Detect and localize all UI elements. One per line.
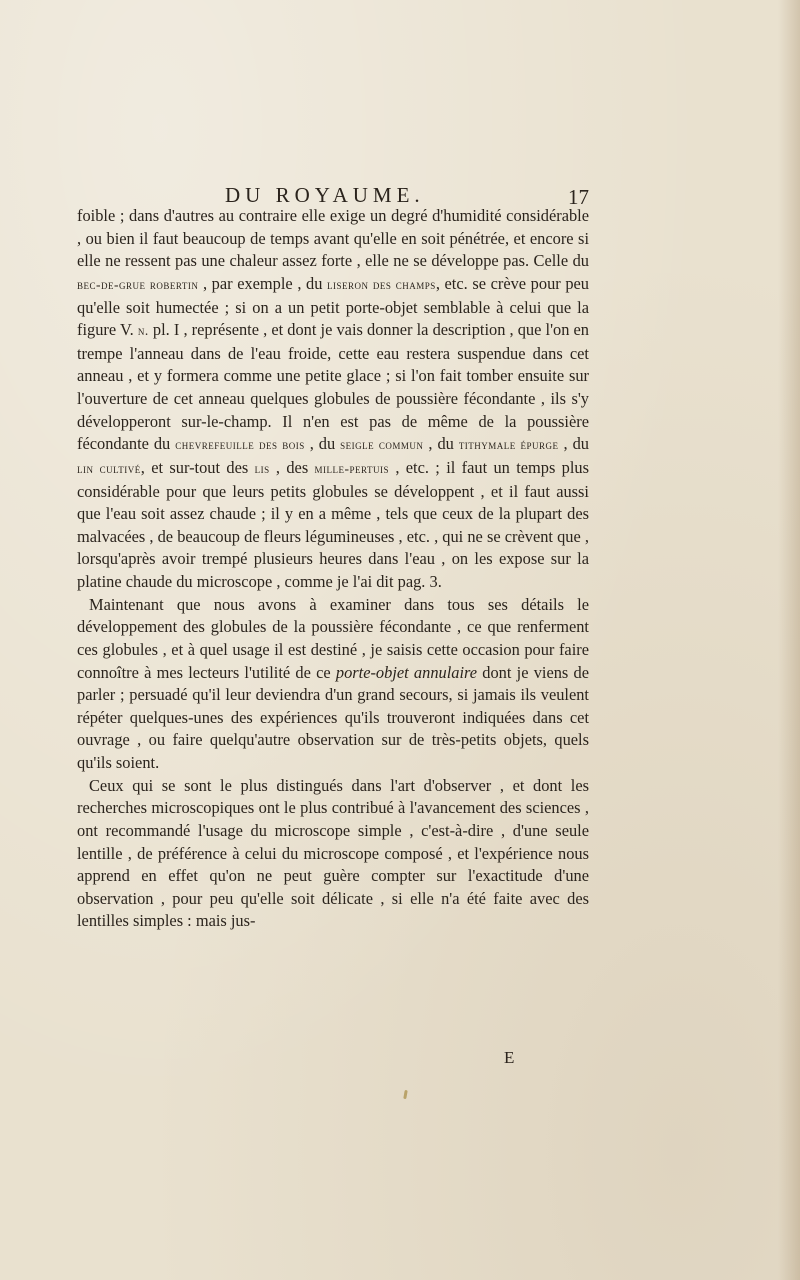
text-run: Maintenant que nous avons à examiner dans tous ses détails le développement des globules de la poussière fécondante , ce que renferment ces globules , et à quel usage il est destiné , je saisis cette occasion pour faire connoître à mes lecteurs l'utilité de ce (77, 594, 589, 682)
text-run: pl. I , représente , et dont je vais donner la description , que l'on en trempe l'anneau dans de l'eau froide, cette eau restera suspendue dans cet anneau , et y formera comme une petite glace ; si l'on fait tomber ensuite sur l'ouverture de cet anneau quelques globules de poussière fécondante , ils s'y développeront sur-le-champ. Il n'en est pas de même de la poussière fécondante du (77, 320, 590, 454)
text-run: , etc. se crève pour peu qu'elle soit humectée ; si on a un petit porte-objet semblable à celui que la figure V. (77, 273, 590, 340)
running-head: DU ROYAUME. (225, 183, 425, 207)
catchword: E (504, 1048, 515, 1067)
plant-name: tithymale épurge (458, 437, 559, 453)
text-run: , etc. ; il faut un temps plus considérable pour que leurs petits globules se développent , et il faut aussi que l'eau soit assez chaude ; il y en a même , tels que ceux de la plupart des malvacées , de beaucoup de fleurs légumineuses , etc. , qui ne se crèvent que , lorsqu'après avoir trempé plusieurs heures dans l'eau , on les expose sur la platine chaude du microscope , comme je l'ai dit pag. 3. (77, 457, 590, 591)
plant-name: mille-pertuis (314, 460, 389, 476)
text-run: foible ; dans d'autres au contraire elle exige un degré d'humidité considérable , ou bien il faut beaucoup de temps avant qu'elle en soit pénétrée, et encore si elle ne ressent pas une chaleur assez forte , elle ne se développe pas. Celle du (77, 206, 589, 271)
ink-spot (403, 1090, 408, 1099)
text-run: dont je viens de parler ; persuadé qu'il leur deviendra d'un grand secours, si jamais ils veulent répéter quelques-unes des expériences qu'ils trouveront indiquées dans cet ouvrage , ou faire quelqu'autre observation sur de très-petits objets, quels qu'ils soient. (77, 662, 589, 772)
text-run: , et sur-tout des (140, 457, 255, 477)
plant-name: liseron des champs (327, 276, 436, 292)
page-edge-shadow (778, 0, 800, 1280)
italic-term: porte-objet annulaire (335, 662, 478, 682)
paragraph-2 (77, 594, 589, 775)
plant-name: seigle commun (340, 437, 424, 453)
page-number: 17 (568, 185, 589, 209)
text-run: , des (269, 457, 315, 477)
paragraph-1 (77, 205, 589, 594)
body-text (77, 205, 589, 933)
figure-reference: n. (137, 323, 149, 339)
text-run: , par exemple , du (198, 273, 328, 293)
text-run: Ceux qui se sont le plus distingués dans l'art d'observer , et dont les recherches microscopiques ont le plus contribué à l'avancement des sciences , ont recommandé l'usage du microscope simple , c'est-à-dire , d'une seule lentille , de préférence à celui du microscope composé , et l'expérience nous apprend en effet qu'on ne peut guère compter sur l'exactitude d'une observation , pour peu qu'elle soit délicate , si elle n'a été faite avec des lentilles simples : mais jus- (77, 775, 589, 931)
text-run: , du (304, 434, 341, 454)
text-run: , du (423, 434, 459, 454)
plant-name: lin cultivé (77, 460, 141, 476)
plant-name: lis (254, 460, 270, 476)
plant-name: chevrefeuille des bois (175, 437, 305, 453)
text-run: , du (558, 434, 589, 454)
paragraph-3 (77, 775, 589, 933)
plant-name: bec-de-grue robertin (77, 276, 199, 292)
